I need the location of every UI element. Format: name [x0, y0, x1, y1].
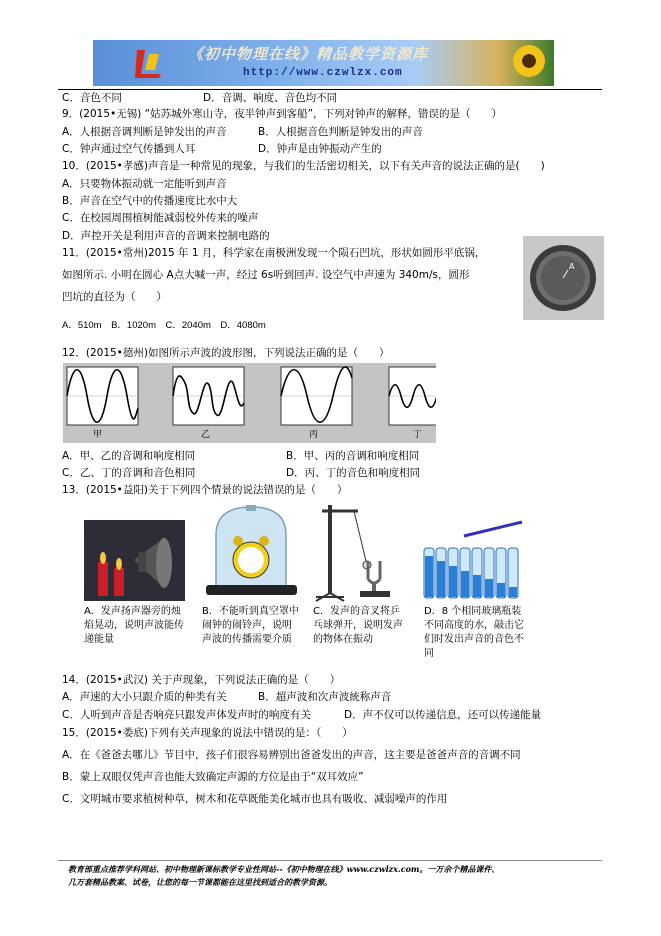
q14-option-d: D．声不仅可以传递信息，还可以传递能量 [344, 709, 542, 721]
q12-option-d: D．丙、丁的音色和响度相同 [286, 467, 421, 479]
header-rule [58, 89, 602, 90]
q12-option-b: B．甲、丙的音调和响度相同 [286, 450, 420, 462]
q15-option-c: C．文明城市要求植树种草，树木和花草既能美化城市也具有吸收、减弱噪声的作用 [62, 793, 448, 805]
q11-stem-line3: 凹坑的直径为（ ） [62, 291, 167, 303]
q9-option-d: D．钟声是由钟振动产生的 [258, 143, 382, 155]
q10-stem: 10．(2015•孝感)声音是一种常见的现象，与我们的生活密切相关，以下有关声音的说法正确的是( ) [62, 160, 545, 172]
q9-stem: 9．(2015•无锡) “姑苏城外寒山寺，夜半钟声到客船”，下列对钟声的解释，错误的是（ ） [62, 108, 503, 120]
bell-jar-clock-image [202, 505, 301, 602]
wave-label-jia: 甲 [93, 430, 103, 440]
speaker-candle-image [84, 520, 185, 601]
q15-option-a: A．在《爸爸去哪儿》节目中，孩子们很容易辨别出爸爸发出的声音，这主要是爸爸声音的音调不同 [62, 749, 521, 761]
q14-option-c: C．人听到声音是否响亮只跟发声体发声时的响度有关 [62, 709, 311, 721]
q14-option-a: A．声速的大小只跟介质的种类有关 [62, 691, 227, 703]
q11-stem-line2: 如图所示. 小明在圆心 A点大喊一声，经过 6s听到回声. 设空气中声速为 340m/s，圆形 [62, 269, 470, 281]
q10-option-c: C．在校园周围植树能减弱校外传来的噪声 [62, 212, 259, 224]
q13-card-d: D．8 个相同玻璃瓶装不同高度的水，敲击它们时发出声音的音色不同 [424, 606, 524, 659]
q14-option-b: B．超声波和次声波統称声音 [258, 691, 392, 703]
footer-line2: 几万套精品教案、试卷，让您的每一节课都能在这里找到适合的教学资源。 [68, 877, 332, 887]
q15-option-b: B．蒙上双眼仅凭声音也能大致确定声源的方位是由于“双耳效应” [62, 771, 364, 783]
q12-stem: 12．(2015•德州)如图所示声波的波形图，下列说法正确的是（ ） [62, 347, 390, 359]
footer-line1: 教育部重点推荐学科网站、初中物理新课标教学专业性网站--《初中物理在线》www.czwlzx.com。一万余个精品课件、 [68, 864, 500, 874]
q13-stem: 13．(2015•益阳)关于下列四个情景的说法错误的是（ ） [62, 484, 348, 496]
water-bottles-image [420, 520, 524, 601]
q9-option-b: B．人根据音色判断是钟发出的声音 [258, 126, 423, 138]
q13-card-c: C．发声的音叉将乒乓球弹开，说明发声的物体在振动 [313, 606, 403, 645]
header-banner [93, 40, 554, 86]
q8-option-c: C．音色不同 [62, 92, 122, 104]
q11-stem-line1: 11．(2015•常州)2015 年 1 月，科学家在南极洲发现一个陨石凹坑，形状如圆形平底锅， [62, 247, 486, 259]
q13-card-a: A．发声扬声器旁的烛焰晃动，说明声波能传递能量 [84, 606, 184, 645]
q12-option-a: A．甲、乙的音调和响度相同 [62, 450, 196, 462]
sunflower-icon [513, 45, 545, 77]
wave-label-bing: 丙 [309, 430, 319, 440]
wave-label-ding: 丁 [413, 430, 423, 440]
q10-option-b: B．声音在空气中的传播速度比水中大 [62, 195, 238, 207]
q13-card-b: B．不能听到真空罩中闹钟的闹铃声，说明声波的传播需要介质 [202, 606, 299, 645]
footer-rule [58, 860, 602, 861]
waveform-figure [63, 363, 436, 443]
wave-label-yi: 乙 [201, 430, 211, 440]
q9-option-c: C．钟声通过空气传播到人耳 [62, 143, 196, 155]
tuning-fork-image [308, 501, 404, 602]
q14-stem: 14．(2015•武汉) 关于声现象，下列说法正确的是（ ） [62, 674, 341, 686]
q10-option-d: D．声控开关是利用声音的音调来控制电路的 [62, 230, 270, 242]
q15-stem: 15．(2015•娄底)下列有关声现象的说法中错误的是：（ ） [62, 727, 353, 739]
crater-image [523, 236, 604, 320]
q10-option-a: A．只要物体振动就一定能听到声音 [62, 178, 227, 190]
q9-option-a: A．人根据音调判断是钟发出的声音 [62, 126, 227, 138]
banner-title: 《初中物理在线》精品教学资源库 [188, 45, 429, 63]
q8-option-d: D．音调、响度、音色均不同 [203, 92, 338, 104]
crater-center-label: A [569, 262, 575, 271]
site-logo [133, 48, 167, 80]
q12-option-c: C．乙、丁的音调和音色相同 [62, 467, 196, 479]
banner-url[interactable]: http://www.czwlzx.com [243, 67, 403, 79]
q11-options: A．510m B．1020m C．2040m D．4080m [62, 320, 266, 331]
